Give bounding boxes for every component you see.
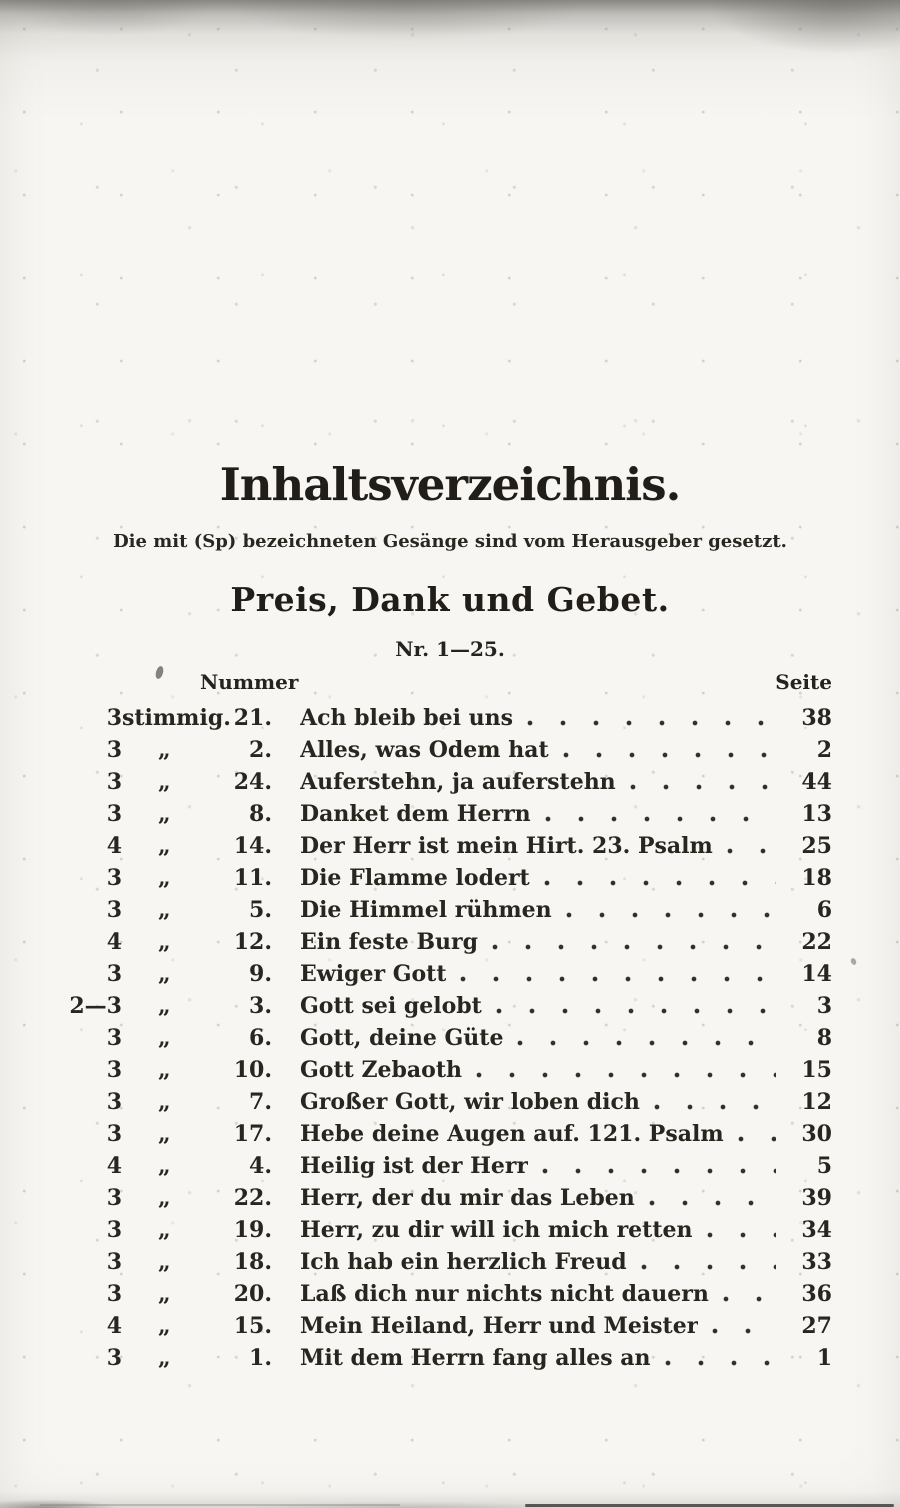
dot-leader — [476, 1054, 776, 1086]
dot-leader — [545, 798, 776, 830]
voice-count-suffix: „ — [158, 1153, 171, 1179]
voice-count: 3 — [106, 705, 122, 731]
voice-count: 4 — [106, 1313, 122, 1339]
voice-count: 3 — [106, 865, 122, 891]
voice-count-suffix: „ — [158, 737, 171, 763]
page-number: 22 — [801, 929, 832, 955]
song-number: 3. — [249, 993, 272, 1019]
voice-count: 4 — [106, 833, 122, 859]
section-heading: Preis, Dank und Gebet. — [230, 580, 670, 619]
toc-row — [58, 1118, 832, 1150]
dot-leader — [496, 990, 776, 1022]
page-number: 15 — [801, 1057, 832, 1083]
song-title: Hebe deine Augen auf. 121. Psalm — [300, 1121, 724, 1147]
dot-leader — [665, 1342, 777, 1374]
page-number: 27 — [801, 1313, 832, 1339]
toc-row — [58, 702, 832, 734]
page-number: 38 — [801, 705, 832, 731]
song-number: 4. — [249, 1153, 272, 1179]
voice-count: 3 — [106, 1217, 122, 1243]
voice-count-suffix: „ — [158, 1249, 171, 1275]
voice-count-suffix: „ — [158, 1121, 171, 1147]
toc-row — [58, 1054, 832, 1086]
song-number: 24. — [233, 769, 272, 795]
page-number: 36 — [801, 1281, 832, 1307]
song-number: 10. — [233, 1057, 272, 1083]
song-number: 1. — [249, 1345, 272, 1371]
voice-count-suffix: „ — [158, 993, 171, 1019]
song-title: Großer Gott, wir loben dich — [300, 1089, 640, 1115]
song-number: 19. — [233, 1217, 272, 1243]
voice-count-suffix: stimmig. — [122, 705, 231, 731]
voice-count-suffix: „ — [158, 1089, 171, 1115]
table-header-row — [58, 662, 832, 702]
dot-leader — [712, 1310, 776, 1342]
editor-note: Die mit (Sp) bezeichneten Gesänge sind vom Herausgeber gesetzt. — [113, 531, 787, 552]
song-number: 8. — [249, 801, 272, 827]
dot-leader — [641, 1246, 776, 1278]
song-number: 22. — [233, 1185, 272, 1211]
voice-count: 3 — [106, 737, 122, 763]
toc-row — [58, 766, 832, 798]
voice-count: 3 — [106, 801, 122, 827]
voice-count: 3 — [106, 961, 122, 987]
page-number: 14 — [801, 961, 832, 987]
song-number: 2. — [249, 737, 272, 763]
voice-count: 4 — [106, 929, 122, 955]
dot-leader — [566, 894, 776, 926]
toc-row — [58, 1310, 832, 1342]
dot-leader — [727, 830, 776, 862]
dot-leader — [630, 766, 776, 798]
voice-count-suffix: „ — [158, 769, 171, 795]
voice-count-suffix: „ — [158, 929, 171, 955]
column-header-nummer: Nummer — [200, 670, 299, 694]
song-title: Ich hab ein herzlich Freud — [300, 1249, 627, 1275]
song-number: 15. — [233, 1313, 272, 1339]
song-number: 12. — [233, 929, 272, 955]
toc-row — [58, 1086, 832, 1118]
toc-row — [58, 798, 832, 830]
voice-count-suffix: „ — [158, 1025, 171, 1051]
voice-count: 4 — [106, 1153, 122, 1179]
table-of-contents — [58, 662, 832, 1374]
scan-edge-line-faint — [40, 1504, 400, 1506]
page-title: Inhaltsverzeichnis. — [219, 458, 681, 511]
page-number: 13 — [801, 801, 832, 827]
voice-count: 3 — [106, 769, 122, 795]
toc-row — [58, 1182, 832, 1214]
dot-leader — [527, 702, 776, 734]
toc-row — [58, 894, 832, 926]
scan-edge-line — [525, 1504, 894, 1507]
voice-count: 3 — [106, 1057, 122, 1083]
dot-leader — [563, 734, 776, 766]
voice-count: 3 — [106, 897, 122, 923]
toc-row — [58, 862, 832, 894]
voice-count-suffix: „ — [158, 1345, 171, 1371]
voice-count-suffix: „ — [158, 801, 171, 827]
page-number: 2 — [816, 737, 832, 763]
page-number: 18 — [801, 865, 832, 891]
voice-count-suffix: „ — [158, 1313, 171, 1339]
page-number: 44 — [801, 769, 832, 795]
dot-leader — [517, 1022, 776, 1054]
toc-row — [58, 1246, 832, 1278]
dot-leader — [654, 1086, 776, 1118]
toc-row — [58, 1150, 832, 1182]
toc-row — [58, 1214, 832, 1246]
voice-count: 3 — [106, 1281, 122, 1307]
voice-count: 3 — [106, 1121, 122, 1147]
page-number: 8 — [816, 1025, 832, 1051]
toc-row — [58, 830, 832, 862]
voice-count-suffix: „ — [158, 1281, 171, 1307]
voice-count: 3 — [106, 1089, 122, 1115]
song-number: 20. — [233, 1281, 272, 1307]
voice-count-suffix: „ — [158, 1217, 171, 1243]
song-title: Alles, was Odem hat — [300, 737, 549, 763]
toc-row — [58, 926, 832, 958]
song-title: Gott sei gelobt — [300, 993, 482, 1019]
song-number: 17. — [233, 1121, 272, 1147]
voice-count-suffix: „ — [158, 865, 171, 891]
voice-count-suffix: „ — [158, 1057, 171, 1083]
song-title: Auferstehn, ja auferstehn — [300, 769, 616, 795]
section-number-range: Nr. 1—25. — [395, 637, 505, 661]
song-title: Ein feste Burg — [300, 929, 479, 955]
dot-leader — [460, 958, 776, 990]
dot-leader — [544, 862, 776, 894]
song-title: Herr, zu dir will ich mich retten — [300, 1217, 693, 1243]
dot-leader — [649, 1182, 776, 1214]
song-title: Die Flamme lodert — [300, 865, 530, 891]
toc-row — [58, 1278, 832, 1310]
voice-count: 3 — [106, 1025, 122, 1051]
dot-leader — [723, 1278, 776, 1310]
voice-count-suffix: „ — [158, 897, 171, 923]
song-number: 21. — [233, 705, 272, 731]
voice-count: 3 — [106, 1185, 122, 1211]
song-number: 11. — [233, 865, 272, 891]
page-number: 12 — [801, 1089, 832, 1115]
voice-count-suffix: „ — [158, 833, 171, 859]
dot-leader — [707, 1214, 777, 1246]
voice-count-suffix: „ — [158, 961, 171, 987]
song-title: Herr, der du mir das Leben — [300, 1185, 635, 1211]
toc-row-list — [58, 702, 832, 1374]
page-number: 5 — [816, 1153, 832, 1179]
column-header-seite: Seite — [775, 670, 832, 694]
voice-count: 2—3 — [69, 993, 122, 1019]
song-number: 9. — [249, 961, 272, 987]
song-number: 6. — [249, 1025, 272, 1051]
page-number: 39 — [801, 1185, 832, 1211]
song-number: 14. — [233, 833, 272, 859]
page-number: 34 — [801, 1217, 832, 1243]
song-title: Der Herr ist mein Hirt. 23. Psalm — [300, 833, 713, 859]
song-number: 18. — [233, 1249, 272, 1275]
dot-leader — [542, 1150, 776, 1182]
song-title: Mit dem Herrn fang alles an — [300, 1345, 651, 1371]
toc-row — [58, 958, 832, 990]
song-title: Die Himmel rühmen — [300, 897, 552, 923]
toc-row — [58, 734, 832, 766]
page-number: 25 — [801, 833, 832, 859]
page-number: 3 — [816, 993, 832, 1019]
song-title: Mein Heiland, Herr und Meister — [300, 1313, 699, 1339]
song-number: 5. — [249, 897, 272, 923]
song-title: Laß dich nur nichts nicht dauern — [300, 1281, 709, 1307]
voice-count-suffix: „ — [158, 1185, 171, 1211]
song-title: Gott Zebaoth — [300, 1057, 462, 1083]
song-title: Gott, deine Güte — [300, 1025, 504, 1051]
song-title: Danket dem Herrn — [300, 801, 531, 827]
song-title: Ach bleib bei uns — [300, 705, 514, 731]
toc-row — [58, 990, 832, 1022]
toc-row — [58, 1022, 832, 1054]
page-number: 1 — [816, 1345, 832, 1371]
voice-count: 3 — [106, 1249, 122, 1275]
song-number: 7. — [249, 1089, 272, 1115]
ink-speck — [850, 957, 857, 965]
scan-noise-top — [0, 0, 900, 120]
page-number: 33 — [801, 1249, 832, 1275]
song-title: Heilig ist der Herr — [300, 1153, 529, 1179]
dot-leader — [492, 926, 776, 958]
dot-leader — [738, 1118, 776, 1150]
song-title: Ewiger Gott — [300, 961, 447, 987]
page-number: 30 — [801, 1121, 832, 1147]
voice-count: 3 — [106, 1345, 122, 1371]
page-number: 6 — [816, 897, 832, 923]
toc-row — [58, 1342, 832, 1374]
